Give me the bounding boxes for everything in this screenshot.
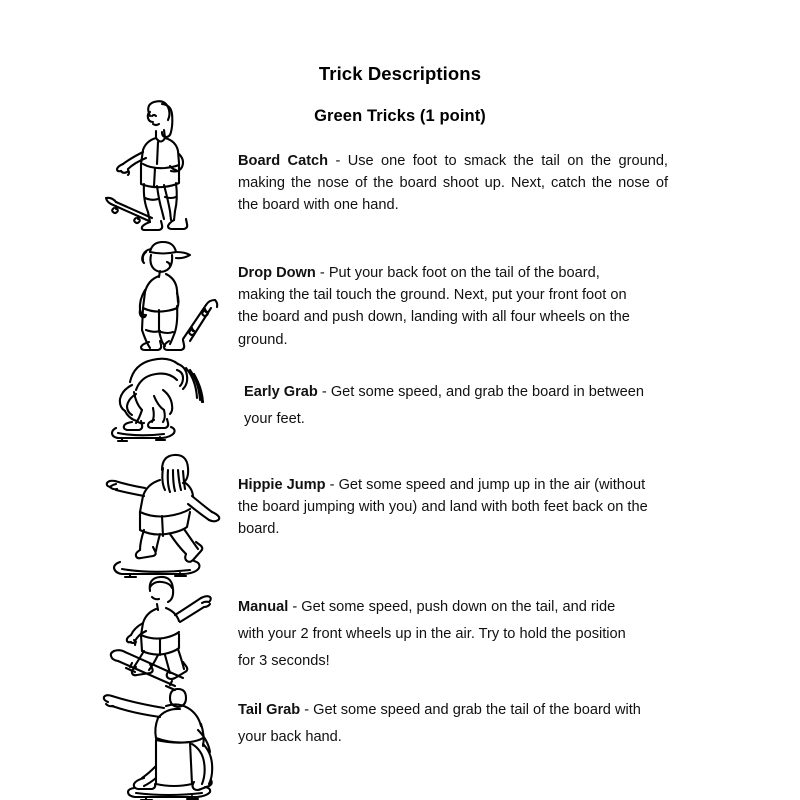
trick-description-board-catch xyxy=(238,150,668,217)
illustration-board-catch xyxy=(100,98,215,226)
section-subtitle: Green Tricks (1 point) xyxy=(314,107,486,125)
skater-standing-board-catch-icon xyxy=(100,98,215,226)
trick-separator: - xyxy=(288,599,302,615)
trick-separator: - xyxy=(328,153,348,169)
trick-text: Get some speed and jump up in the air (without the board jumping with you) and land with both feet back on the board. xyxy=(238,477,648,538)
trick-description-early-grab xyxy=(244,379,644,433)
skater-cap-drop-down-icon xyxy=(120,238,220,350)
trick-text: Put your back foot on the tail of the board, making the tail touch the ground. Next, put your front foot on the board and push down, landing with all four wheels on the ground. xyxy=(238,265,630,348)
trick-separator: - xyxy=(315,265,329,281)
trick-description-drop-down xyxy=(238,262,648,351)
trick-description-manual xyxy=(238,594,626,675)
trick-text: Get some speed, and grab the board in between your feet. xyxy=(244,384,644,427)
trick-description-hippie-jump xyxy=(238,474,648,541)
illustration-hippie-jump xyxy=(100,450,220,575)
trick-name-hippie-jump: Hippie Jump xyxy=(238,477,326,493)
illustration-early-grab xyxy=(108,352,216,440)
trick-text: Get some speed, push down on the tail, and ride with your 2 front wheels up in the air. Try to hold the position for 3 seconds! xyxy=(238,599,626,669)
trick-separator: - xyxy=(325,477,339,493)
page-title: Trick Descriptions xyxy=(318,63,482,84)
illustration-drop-down xyxy=(120,238,220,350)
trick-name-early-grab: Early Grab xyxy=(244,384,318,400)
skater-crouched-early-grab-icon xyxy=(108,352,216,440)
trick-name-manual: Manual xyxy=(238,599,289,615)
trick-separator: - xyxy=(317,384,331,400)
trick-name-tail-grab: Tail Grab xyxy=(238,702,301,718)
trick-description-tail-grab xyxy=(238,697,644,751)
trick-name-drop-down: Drop Down xyxy=(238,265,316,281)
trick-name-board-catch: Board Catch xyxy=(238,153,329,169)
trick-text: Get some speed and grab the tail of the board with your back hand. xyxy=(238,702,641,745)
illustration-manual xyxy=(112,575,218,683)
skater-tail-grab-icon xyxy=(98,684,220,796)
skater-airborne-hippie-jump-icon xyxy=(100,450,220,575)
trick-separator: - xyxy=(300,702,314,718)
trick-text: Use one foot to smack the tail on the ground, making the nose of the board shoot up. Next, catch the nose of the board with one hand. xyxy=(238,153,668,214)
skater-manual-icon xyxy=(112,575,218,683)
illustration-tail-grab xyxy=(98,684,220,796)
